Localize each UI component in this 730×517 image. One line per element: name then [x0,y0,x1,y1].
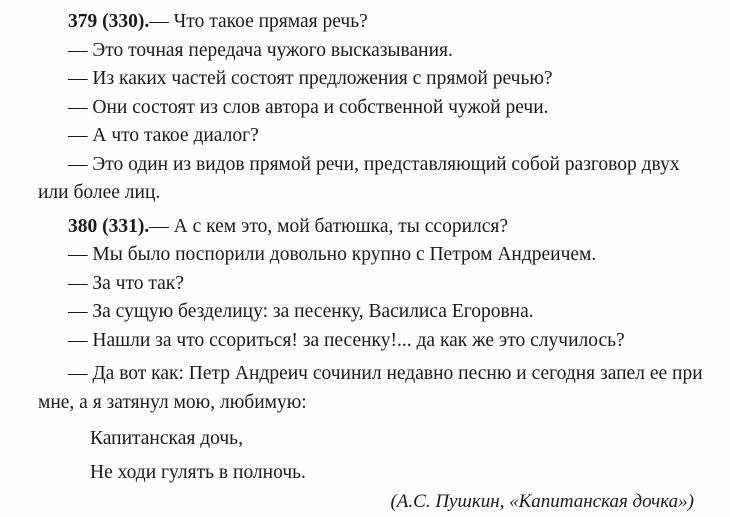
exercise-380-line-3: — За что так? [38,270,708,299]
exercise-379-line-6: — Это один из видов прямой речи, представляющий собой разговор двух или более лиц. [38,151,708,208]
exercise-380-first-line [38,213,708,242]
exercise-379-line-1: — Что такое прямая речь? [149,11,368,32]
exercise-379-line-5: — А что такое диалог? [38,122,708,151]
verse-line-2: Не ходи гулять в полночь. [38,459,708,488]
exercise-380-line-2: — Мы было поспорили довольно крупно с Петром Андреичем. [38,241,708,270]
verse-line-1: Капитанская дочь, [38,425,708,454]
exercise-379-line-3: — Из каких частей состоят предложения с прямой речью? [38,65,708,94]
exercise-379 [38,8,708,208]
attribution: (А.С. Пушкин, «Капитанская дочка») [38,487,708,517]
exercise-379-first-line [38,8,708,37]
spacer-3 [38,417,708,425]
exercise-380 [38,213,708,517]
exercise-380-line-4: — За сущую безделицу: за песенку, Василиса Егоровна. [38,298,708,327]
exercise-380-line-1: — А с кем это, мой батюшка, ты ссорился? [149,216,508,237]
exercise-379-number: 379 (330). [68,11,149,32]
exercise-379-line-2: — Это точная передача чужого высказывания. [38,37,708,66]
exercise-380-line-6: — Да вот как: Петр Андреич сочинил недавно песню и сегодня запел ее при мне, а я затянул мою, любимую: [38,360,708,417]
exercise-380-number: 380 (331). [68,216,149,237]
exercise-379-line-4: — Они состоят из слов автора и собственной чужой речи. [38,94,708,123]
exercise-380-line-5: — Нашли за что ссориться! за песенку!... да как же это случилось? [38,327,708,356]
